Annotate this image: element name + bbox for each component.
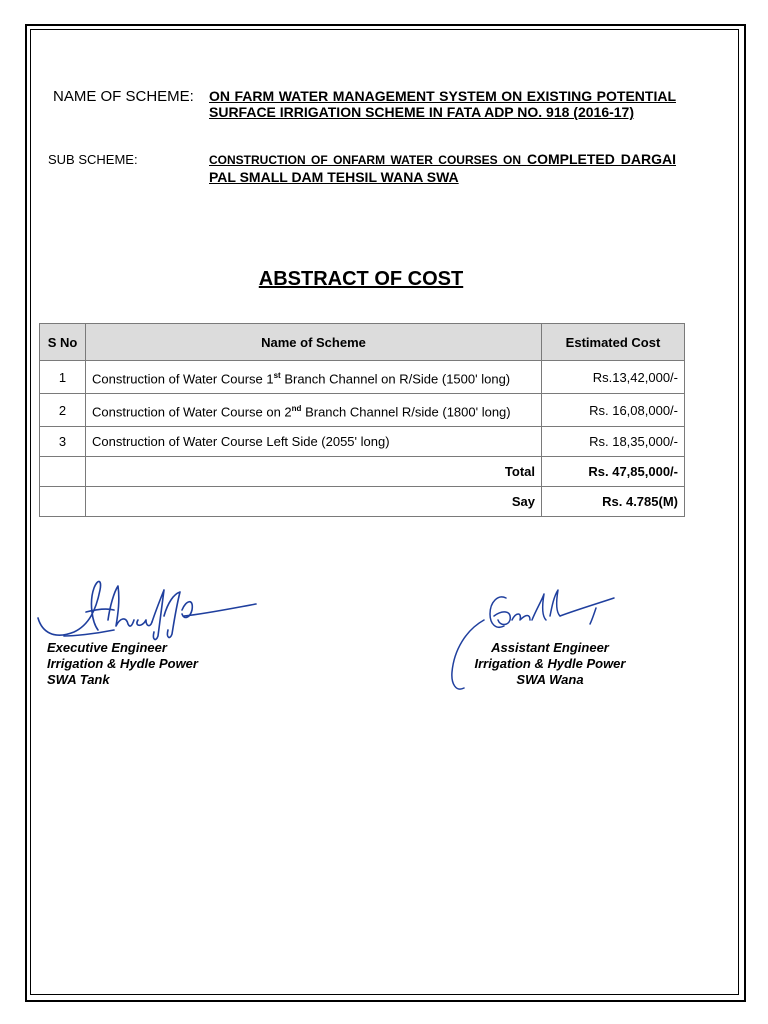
total-empty-cell [40, 457, 86, 487]
ordinal-suffix: st [273, 370, 281, 380]
scheme-name-value: ON FARM WATER MANAGEMENT SYSTEM ON EXISTING POTENTIAL SURFACE IRRIGATION SCHEME IN FATA ADP NO. 918 (2016-17) [209, 88, 676, 120]
header-cost: Estimated Cost [542, 324, 685, 361]
row-cost: Rs. 16,08,000/- [542, 394, 685, 427]
row-name-text: Construction of Water Course 1 [92, 371, 274, 387]
row-name [86, 361, 542, 394]
row-sno: 3 [40, 427, 86, 457]
sub-scheme-value [209, 151, 676, 186]
executive-engineer-signature [34, 570, 259, 650]
table-header-row [40, 324, 685, 361]
sub-scheme-label: SUB SCHEME: [48, 152, 138, 167]
row-sno: 2 [40, 394, 86, 427]
total-label: Total [86, 457, 542, 487]
row-name [86, 427, 542, 457]
say-row [40, 487, 685, 517]
left-signatory-dept: Irrigation & Hydle Power [47, 656, 198, 671]
header-name: Name of Scheme [86, 324, 542, 361]
row-name [86, 394, 542, 427]
row-cost: Rs.13,42,000/- [542, 361, 685, 394]
row-cost: Rs. 18,35,000/- [542, 427, 685, 457]
row-sno: 1 [40, 361, 86, 394]
row-name-text: Construction of Water Course Left Side (2055' long) [92, 434, 390, 449]
header-sno: S No [40, 324, 86, 361]
left-signatory-block [47, 640, 198, 688]
say-value: Rs. 4.785(M) [542, 487, 685, 517]
right-signatory-office: SWA Wana [516, 672, 584, 687]
right-signatory-dept: Irrigation & Hydle Power [474, 656, 626, 671]
sub-scheme-line-1: CONSTRUCTION OF ONFARM WATER COURSES ON [209, 153, 522, 167]
say-empty-cell [40, 487, 86, 517]
say-label: Say [86, 487, 542, 517]
left-signatory-office: SWA Tank [47, 672, 110, 687]
cost-table [39, 323, 685, 517]
row-name-text: Branch Channel on R/Side (1500' long) [280, 371, 511, 387]
right-signatory-block [440, 640, 660, 688]
table-row [40, 361, 685, 394]
left-signatory-title: Executive Engineer [47, 640, 167, 655]
scheme-name-label: NAME OF SCHEME: [53, 88, 194, 105]
table-row [40, 394, 685, 427]
row-name-text: Branch Channel R/side (1800' long) [301, 404, 511, 420]
ordinal-suffix: nd [291, 403, 302, 413]
sub-scheme-line-2: COMPLETED DARGAI PAL SMALL DAM TEHSIL WANA SWA [209, 151, 676, 185]
total-row [40, 457, 685, 487]
document-title: ABSTRACT OF COST [258, 268, 464, 290]
total-value: Rs. 47,85,000/- [542, 457, 685, 487]
table-row [40, 427, 685, 457]
row-name-text: Construction of Water Course on 2 [92, 404, 292, 420]
right-signatory-title: Assistant Engineer [491, 640, 609, 655]
